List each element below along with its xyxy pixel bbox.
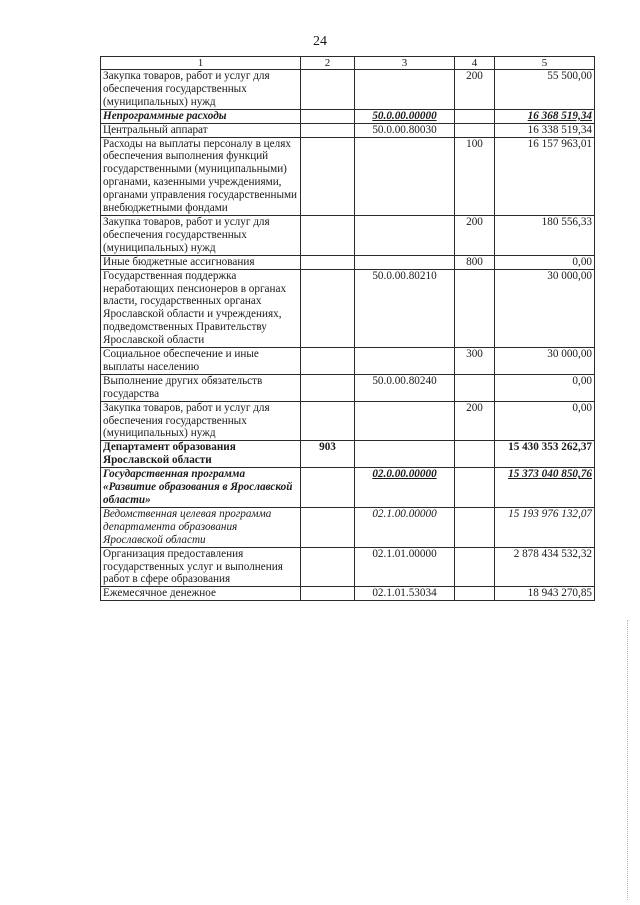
amount-cell: 180 556,33: [495, 215, 595, 255]
expense-type-cell: 200: [455, 215, 495, 255]
amount-cell: 0,00: [495, 255, 595, 269]
table-row: [101, 348, 595, 375]
target-article-cell: [355, 401, 455, 441]
column-header-5: 5: [495, 57, 595, 70]
column-header-4: 4: [455, 57, 495, 70]
edge-scan-marks: [627, 620, 632, 900]
expense-type-cell: 200: [455, 401, 495, 441]
ministry-code-cell: [301, 137, 355, 215]
target-article-cell: 50.0.00.00000: [355, 109, 455, 123]
amount-cell: 16 338 519,34: [495, 123, 595, 137]
expense-type-cell: [455, 109, 495, 123]
target-article-cell: 50.0.00.80210: [355, 269, 455, 347]
ministry-code-cell: [301, 215, 355, 255]
ministry-code-cell: [301, 587, 355, 601]
amount-cell: 16 157 963,01: [495, 137, 595, 215]
table-row: [101, 70, 595, 110]
amount-cell: 18 943 270,85: [495, 587, 595, 601]
table-row: [101, 507, 595, 547]
expense-type-cell: [455, 468, 495, 508]
target-article-cell: 50.0.00.80030: [355, 123, 455, 137]
budget-table: [100, 56, 595, 601]
table-row: [101, 587, 595, 601]
table-row: [101, 269, 595, 347]
table-row: [101, 137, 595, 215]
name-cell: Закупка товаров, работ и услуг для обеспечения государственных (муниципальных) нужд: [101, 215, 301, 255]
target-article-cell: [355, 70, 455, 110]
amount-cell: 15 193 976 132,07: [495, 507, 595, 547]
amount-cell: 15 373 040 850,76: [495, 468, 595, 508]
expense-type-cell: [455, 269, 495, 347]
expense-type-cell: 800: [455, 255, 495, 269]
ministry-code-cell: 903: [301, 441, 355, 468]
expense-type-cell: [455, 374, 495, 401]
ministry-code-cell: [301, 70, 355, 110]
name-cell: Центральный аппарат: [101, 123, 301, 137]
amount-cell: 0,00: [495, 374, 595, 401]
name-cell: Закупка товаров, работ и услуг для обеспечения государственных (муниципальных) нужд: [101, 70, 301, 110]
ministry-code-cell: [301, 547, 355, 587]
ministry-code-cell: [301, 468, 355, 508]
expense-type-cell: [455, 123, 495, 137]
expense-type-cell: [455, 507, 495, 547]
column-number-row: [101, 57, 595, 70]
table-row: [101, 401, 595, 441]
target-article-cell: 50.0.00.80240: [355, 374, 455, 401]
amount-cell: 55 500,00: [495, 70, 595, 110]
expense-type-cell: [455, 547, 495, 587]
budget-table-body: [101, 57, 595, 601]
target-article-cell: [355, 255, 455, 269]
expense-type-cell: [455, 441, 495, 468]
ministry-code-cell: [301, 255, 355, 269]
name-cell: Департамент образования Ярославской области: [101, 441, 301, 468]
amount-cell: 0,00: [495, 401, 595, 441]
table-row: [101, 441, 595, 468]
table-row: [101, 109, 595, 123]
expense-type-cell: 300: [455, 348, 495, 375]
name-cell: Непрограммные расходы: [101, 109, 301, 123]
name-cell: Государственная поддержка неработающих пенсионеров в органах власти, государственных органах Ярославской области и учреждениях, подведомственных Правительству Ярославской области: [101, 269, 301, 347]
name-cell: Организация предоставления государственных услуг и выполнения работ в сфере образования: [101, 547, 301, 587]
table-row: [101, 123, 595, 137]
name-cell: Государственная программа «Развитие образования в Ярославской области»: [101, 468, 301, 508]
name-cell: Иные бюджетные ассигнования: [101, 255, 301, 269]
target-article-cell: 02.1.00.00000: [355, 507, 455, 547]
ministry-code-cell: [301, 348, 355, 375]
name-cell: Ведомственная целевая программа департамента образования Ярославской области: [101, 507, 301, 547]
amount-cell: 30 000,00: [495, 269, 595, 347]
column-header-3: 3: [355, 57, 455, 70]
table-row: [101, 255, 595, 269]
target-article-cell: 02.1.01.00000: [355, 547, 455, 587]
amount-cell: 2 878 434 532,32: [495, 547, 595, 587]
ministry-code-cell: [301, 401, 355, 441]
target-article-cell: [355, 348, 455, 375]
name-cell: Социальное обеспечение и иные выплаты населению: [101, 348, 301, 375]
amount-cell: 15 430 353 262,37: [495, 441, 595, 468]
name-cell: Ежемесячное денежное: [101, 587, 301, 601]
target-article-cell: 02.0.00.00000: [355, 468, 455, 508]
table-row: [101, 374, 595, 401]
amount-cell: 30 000,00: [495, 348, 595, 375]
ministry-code-cell: [301, 123, 355, 137]
column-header-2: 2: [301, 57, 355, 70]
table-row: [101, 547, 595, 587]
table-row: [101, 468, 595, 508]
amount-cell: 16 368 519,34: [495, 109, 595, 123]
ministry-code-cell: [301, 507, 355, 547]
expense-type-cell: 200: [455, 70, 495, 110]
name-cell: Закупка товаров, работ и услуг для обеспечения государственных (муниципальных) нужд: [101, 401, 301, 441]
target-article-cell: [355, 215, 455, 255]
target-article-cell: 02.1.01.53034: [355, 587, 455, 601]
target-article-cell: [355, 441, 455, 468]
expense-type-cell: 100: [455, 137, 495, 215]
ministry-code-cell: [301, 269, 355, 347]
name-cell: Выполнение других обязательств государства: [101, 374, 301, 401]
page-number: 24: [313, 34, 327, 49]
ministry-code-cell: [301, 374, 355, 401]
target-article-cell: [355, 137, 455, 215]
name-cell: Расходы на выплаты персоналу в целях обеспечения выполнения функций государственными (муниципальными) органами, казенными учреждениями, органами управления государственными внебюджетными фондами: [101, 137, 301, 215]
table-row: [101, 215, 595, 255]
column-header-1: 1: [101, 57, 301, 70]
ministry-code-cell: [301, 109, 355, 123]
expense-type-cell: [455, 587, 495, 601]
